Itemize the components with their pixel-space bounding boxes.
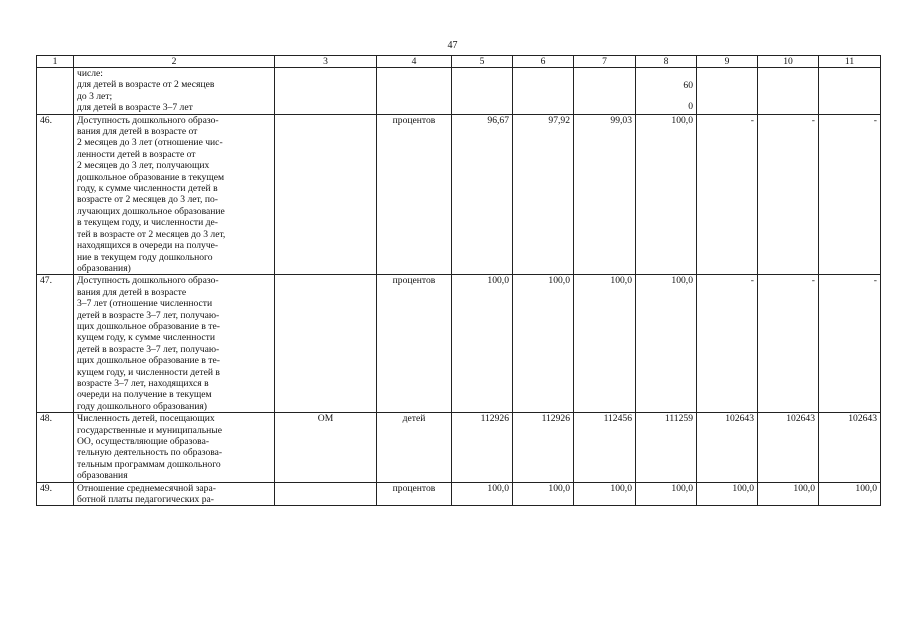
responsible-code-cell [275,68,377,115]
responsible-code-cell: ОМ [275,413,377,482]
value-cell: 100,0 [574,482,636,506]
value-cell [697,68,758,115]
responsible-code-cell [275,275,377,413]
unit-cell: детей [377,413,452,482]
table-row [37,68,881,115]
description-line: Доступность дошкольного образо- [77,275,219,287]
value-cell: 100,0 [452,482,513,506]
header-cell: 1 [37,56,74,68]
value-cell: 100,0 [636,482,697,506]
table-row [37,114,881,275]
responsible-code-cell [275,482,377,506]
stacked-value: 60 [683,80,693,91]
value-cell: 100,0 [819,482,881,506]
description-line: ние в текущем году дошкольного [77,251,213,263]
value-cell: - [758,275,819,413]
value-cell: - [819,275,881,413]
row-number-cell: 46. [37,114,74,275]
row-number-cell: 48. [37,413,74,482]
unit-cell [377,68,452,115]
description-line: тельным программам дошкольного [77,458,221,470]
description-line: кущем году, к сумме численности [77,332,215,344]
value-cell [819,68,881,115]
header-cell: 6 [513,56,574,68]
indicator-description-cell [74,114,275,275]
description-line: Доступность дошкольного образо- [77,114,219,126]
stacked-value: 0 [688,101,693,113]
row-number-cell: 47. [37,275,74,413]
description-line: ОО, осуществляющие образова- [77,436,210,447]
responsible-code-cell [275,114,377,275]
value-cell: 102643 [758,413,819,482]
value-cell [513,68,574,115]
description-line: тей в возрасте от 2 месяцев до 3 лет, [77,228,226,240]
header-cell: 10 [758,56,819,68]
page-number: 47 [447,40,458,51]
description-line: образования [77,470,128,482]
value-cell: 100,0 [452,275,513,413]
description-line: щих дошкольное образование в те- [77,320,220,332]
value-cell: 100,0 [513,482,574,506]
description-line: 2 месяцев до 3 лет (отношение чис- [77,137,223,149]
description-line: для детей в возрасте от 2 месяцев [77,79,215,91]
value-cell: 102643 [819,413,881,482]
value-cell: 97,92 [513,114,574,275]
indicator-description-cell [74,275,275,413]
header-cell: 5 [452,56,513,68]
description-line: 2 месяцев до 3 лет, получающих [77,160,210,172]
description-line: году, к сумме численности детей в [77,183,218,195]
description-line: вания для детей в возрасте от [77,126,198,138]
description-line: Отношение среднемесячной зара- [77,482,216,494]
value-cell: 100,0 [758,482,819,506]
value-cell: 100,0 [574,275,636,413]
header-cell: 11 [819,56,881,68]
description-line: в текущем году, и численности де- [77,217,218,229]
indicator-table [36,55,881,506]
unit-cell: процентов [377,114,452,275]
description-line: для детей в возрасте 3–7 лет [77,102,193,114]
description-line: ленности детей в возрасте от [77,148,196,160]
description-line: году дошкольного образования) [77,400,207,412]
value-cell [452,68,513,115]
description-line: находящихся в очереди на получе- [77,240,219,252]
unit-cell: процентов [377,275,452,413]
description-line: образования) [77,262,131,274]
value-cell: 100,0 [636,114,697,275]
description-line: тельную деятельность по образова- [77,447,223,459]
value-cell: 111259 [636,413,697,482]
header-cell: 7 [574,56,636,68]
value-cell: 100,0 [513,275,574,413]
value-cell: 99,03 [574,114,636,275]
value-cell [758,68,819,115]
table-row [37,275,881,413]
table-row [37,413,881,482]
unit-cell: процентов [377,482,452,506]
indicator-description-cell [74,482,275,506]
value-cell: 100,0 [697,482,758,506]
value-cell [574,68,636,115]
description-line: дошкольное образование в текущем [77,171,225,183]
header-cell: 8 [636,56,697,68]
description-line: ботной платы педагогических ра- [77,494,214,506]
description-line: щих дошкольное образование в те- [77,355,220,367]
description-line: детей в возрасте 3–7 лет, получаю- [77,343,220,355]
description-line: Численность детей, посещающих [77,413,215,425]
description-line: числе: [77,68,103,79]
value-cell: - [758,114,819,275]
header-cell: 9 [697,56,758,68]
header-cell: 3 [275,56,377,68]
header-row [37,56,881,68]
description-line: 3–7 лет (отношение численности [77,298,213,310]
description-line: вания для детей в возрасте [77,286,187,298]
value-cell: - [819,114,881,275]
description-line: кущем году, и численности детей в [77,366,220,378]
row-number-cell [37,68,74,115]
description-line: детей в возрасте 3–7 лет, получаю- [77,309,220,321]
indicator-description-cell [74,68,275,115]
header-cell: 4 [377,56,452,68]
description-line: возрасте 3–7 лет, находящихся в [77,377,209,389]
description-line: до 3 лет; [77,90,113,102]
description-line: возрасте от 2 месяцев до 3 лет, по- [77,194,218,206]
row-number-cell: 49. [37,482,74,506]
table-row [37,482,881,506]
value-cell: 102643 [697,413,758,482]
value-cell: - [697,275,758,413]
value-cell: 112926 [452,413,513,482]
value-cell: 112456 [574,413,636,482]
header-cell: 2 [74,56,275,68]
description-line: государственные и муниципальные [77,424,222,436]
value-cell: 112926 [513,413,574,482]
value-cell: - [697,114,758,275]
value-cell: 96,67 [452,114,513,275]
indicator-description-cell [74,413,275,482]
value-cell [636,68,697,115]
description-line: очереди на получение в текущем [77,389,212,401]
value-cell: 100,0 [636,275,697,413]
description-line: лучающих дошкольное образование [77,205,225,217]
